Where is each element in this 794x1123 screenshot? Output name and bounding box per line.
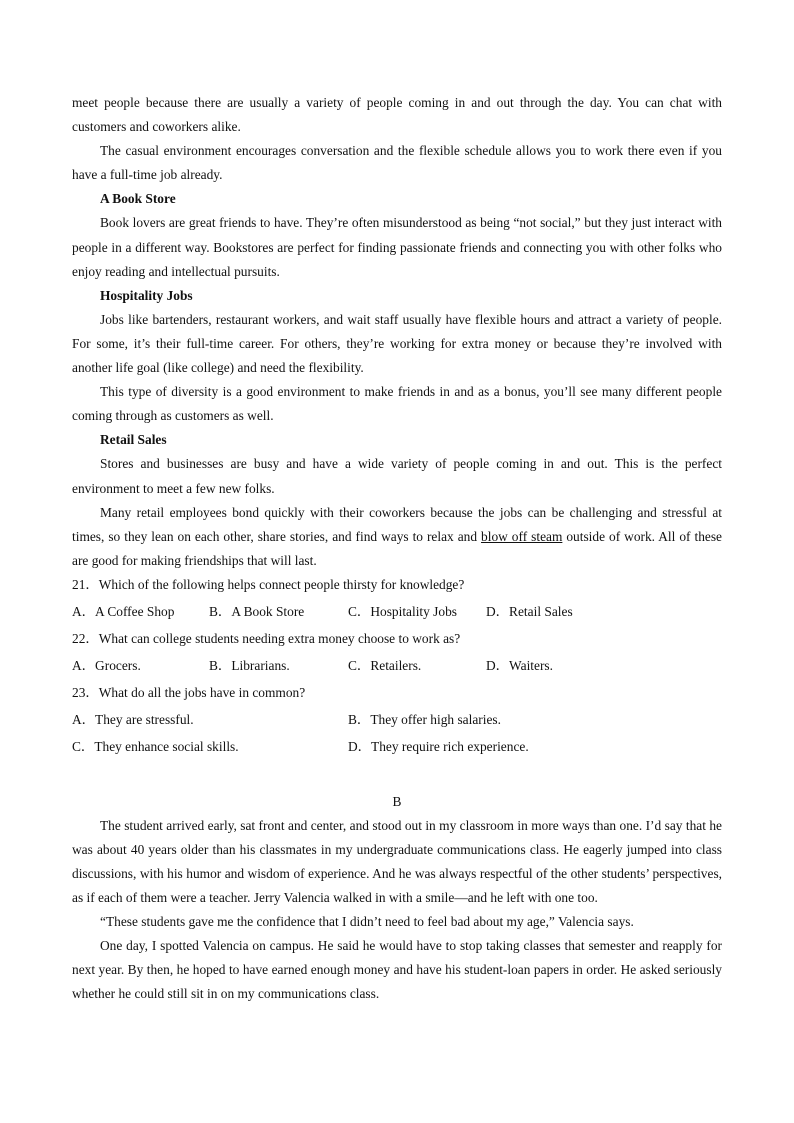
passage-a-paragraph-2: The casual environment encourages conversation and the flexible schedule allows you to work there even if you have a full-time job already. bbox=[72, 143, 722, 183]
question-21-option-b[interactable]: B．A Book Store bbox=[209, 603, 305, 619]
passage-a-paragraph-1: meet people because there are usually a variety of people coming in and out through the day. You can chat with customers and coworkers alike. bbox=[72, 95, 722, 135]
question-23-option-b[interactable]: B．They offer high salaries. bbox=[348, 712, 501, 728]
passage-a-paragraph-4: Jobs like bartenders, restaurant workers, and wait staff usually have flexible hours and attract a variety of people. For some, it’s their full-time career. For others, they’re working for extra money or because they’re involved with another life goal (like college) and need the flexibility. bbox=[72, 311, 722, 376]
question-22-option-d[interactable]: D．Waiters. bbox=[486, 658, 553, 674]
question-22-option-b[interactable]: B．Librarians. bbox=[209, 658, 290, 674]
section-b-label: B bbox=[392, 793, 402, 809]
passage-a-paragraph-6: Stores and businesses are busy and have a wide variety of people coming in and out. This is the perfect environment to meet a few new folks. bbox=[72, 456, 722, 496]
question-23-stem: 23．What do all the jobs have in common? bbox=[72, 685, 306, 701]
question-23-options-row-2 bbox=[72, 735, 722, 759]
passage-a-paragraph-5: This type of diversity is a good environment to make friends in and as a bonus, you’ll see many different people coming through as customers as well. bbox=[72, 384, 722, 424]
underlined-phrase: blow off steam bbox=[481, 528, 563, 544]
question-22-option-c[interactable]: C．Retailers. bbox=[348, 658, 422, 674]
passage-b-paragraph-2: “These students gave me the confidence that I didn’t need to feel bad about my age,” Valencia says. bbox=[100, 914, 634, 929]
heading-hospitality-jobs: Hospitality Jobs bbox=[100, 287, 193, 303]
question-23-option-c[interactable]: C．They enhance social skills. bbox=[72, 739, 239, 755]
document-page bbox=[72, 91, 722, 1006]
heading-book-store: A Book Store bbox=[100, 191, 176, 207]
paragraph-7-text-start: Many retail employees bond quickly with their coworkers because the jobs can be challenging and stressful at times, so they lean on each other, share stories, and find ways to relax and bbox=[72, 504, 722, 544]
question-22-stem: 22．What can college students needing extra money choose to work as? bbox=[72, 631, 461, 647]
passage-a-paragraph-7 bbox=[72, 501, 722, 573]
passage-b-paragraph-1: The student arrived early, sat front and center, and stood out in my classroom in more ways than one. I’d say that he was about 40 years older than his classmates in my undergraduate communications class. He eagerly jumped into class discussions, with his humor and wisdom of experience. And he was always respectful of the other students’ perspectives, as if each of them were a teacher. Jerry Valencia walked in with a smile—and he left with one too. bbox=[72, 817, 722, 905]
question-23-option-a[interactable]: A．They are stressful. bbox=[72, 712, 194, 728]
paragraph-7-text-end: outside of work. All of these are good for making friendships that will last. bbox=[72, 528, 722, 568]
question-21-stem: 21．Which of the following helps connect people thirsty for knowledge? bbox=[72, 576, 465, 592]
question-21-option-a[interactable]: A．A Coffee Shop bbox=[72, 603, 175, 619]
passage-b-paragraph-3: One day, I spotted Valencia on campus. He said he would have to stop taking classes that semester and reapply for next year. By then, he hoped to have earned enough money and have his student-loan papers in order. He asked seriously whether he could still sit in on my communications class. bbox=[72, 938, 722, 1002]
heading-retail-sales: Retail Sales bbox=[100, 432, 167, 448]
question-22-option-a[interactable]: A．Grocers. bbox=[72, 658, 141, 674]
question-22-options bbox=[72, 654, 722, 678]
question-21-option-c[interactable]: C．Hospitality Jobs bbox=[348, 603, 457, 619]
question-23-option-d[interactable]: D．They require rich experience. bbox=[348, 739, 529, 755]
question-21-options bbox=[72, 600, 722, 624]
question-21-option-d[interactable]: D．Retail Sales bbox=[486, 603, 573, 619]
passage-a-paragraph-3: Book lovers are great friends to have. They’re often misunderstood as being “not social,” but they just interact with people in a different way. Bookstores are perfect for finding passionate friends and connecting you with other folks who enjoy reading and intellectual pursuits. bbox=[72, 215, 722, 279]
question-23-options-row-1 bbox=[72, 708, 722, 732]
